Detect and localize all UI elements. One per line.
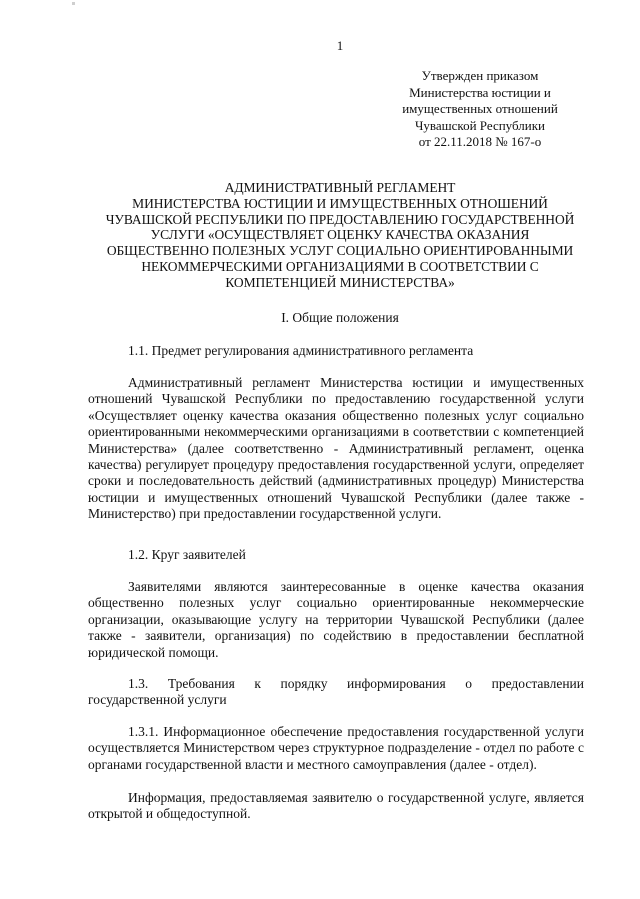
approval-line: имущественных отношений [402, 101, 558, 116]
title-line: ЧУВАШСКОЙ РЕСПУБЛИКИ ПО ПРЕДОСТАВЛЕНИЮ ГОСУДАРСТВЕННОЙ [105, 211, 575, 227]
document-title [80, 180, 600, 291]
paragraph: Административный регламент Министерства юстиции и имущественных отношений Чувашской Республики по предоставлению государственной услуги «Осуществляет оценку качества оказания общественно полезных услуг социально ориентированными некоммерческими организациями в соответствии с компетенцией Министерства» (далее соответственно - Административный регламент, оценка качества) регулирует процедуру предоставления государственной услуги, определяет сроки и последовательность действий (административных процедур) Министерства юстиции и имущественных отношений Чувашской Республики (далее также - Министерство) при предоставлении государственной услуги. [88, 375, 584, 522]
scan-dot [72, 2, 75, 5]
subsection-1-3-1-block [88, 724, 584, 773]
subsection-info-block [88, 790, 584, 823]
title-line: НЕКОММЕРЧЕСКИМИ ОРГАНИЗАЦИЯМИ В СООТВЕТСТВИИ С [141, 258, 539, 274]
subsection-heading: 1.3. Требования к порядку информирования о предоставлении государственной услуги [88, 676, 584, 708]
subsection-1-2-heading-block [88, 547, 584, 563]
title-line: АДМИНИСТРАТИВНЫЙ РЕГЛАМЕНТ [224, 180, 456, 195]
paragraph: Заявителями являются заинтересованные в оценке качества оказания общественно полезных услуг социально ориентированные некоммерческие организации, оказывающие услугу на территории Чувашской Республики (далее также - заявители, организация) по содействию в предоставлении бесплатной юридической помощи. [88, 579, 584, 660]
approval-line: Утвержден приказом [421, 68, 539, 83]
subsection-heading: 1.1. Предмет регулирования административного регламента [128, 343, 474, 358]
title-line: УСЛУГИ «ОСУЩЕСТВЛЯЕТ ОЦЕНКУ КАЧЕСТВА ОКАЗАНИЯ [150, 227, 530, 243]
subsection-heading: 1.2. Круг заявителей [128, 547, 246, 562]
paragraph: Информация, предоставляемая заявителю о государственной услуге, является открытой и общедоступной. [88, 790, 584, 822]
subsection-1-3-heading-block [88, 676, 584, 709]
approval-block [380, 68, 580, 151]
title-line: КОМПЕТЕНЦИЕЙ МИНИСТЕРСТВА» [225, 274, 455, 290]
paragraph: 1.3.1. Информационное обеспечение предоставления государственной услуги осуществляется Министерством через структурное подразделение - отдел по работе с органами государственной власти и местного самоуправления (далее - отдел). [88, 724, 584, 772]
title-line: ОБЩЕСТВЕННО ПОЛЕЗНЫХ УСЛУГ СОЦИАЛЬНО ОРИЕНТИРОВАННЫМИ [106, 243, 574, 259]
page-number: 1 [336, 38, 344, 53]
approval-line: Чувашской Республики [414, 117, 546, 133]
subsection-1-1-heading-block [88, 343, 584, 359]
approval-line: от 22.11.2018 № 167-о [418, 134, 542, 149]
subsection-1-2-text-block [88, 579, 584, 661]
subsection-1-1-text-block [88, 375, 584, 523]
title-line: МИНИСТЕРСТВА ЮСТИЦИИ И ИМУЩЕСТВЕННЫХ ОТНОШЕНИЙ [132, 195, 548, 211]
section-heading: I. Общие положения [281, 310, 399, 325]
approval-line: Министерства юстиции и [409, 84, 551, 100]
